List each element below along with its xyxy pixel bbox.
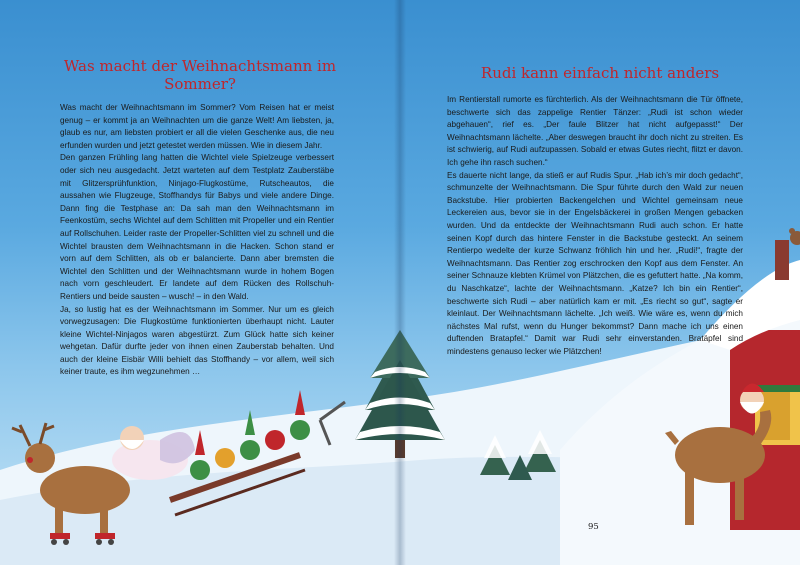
- right-page-body: [447, 94, 743, 358]
- left-page-title: Was macht der Weihnachtsmann im Sommer?: [63, 57, 337, 93]
- right-page: [400, 0, 800, 565]
- paragraph: Im Rentierstall rumorte es fürchterlich. Als der Weihnachtsmann die Tür öffnete, beschwerte sich das zappelige Rentier Tänzer: „Rudi ist schon wieder abgehauen“, rief es. „Der faule Blitzer hat nicht aufgepasst!“ Der Weihnachtsmann lächelte. „Aber deswegen braucht ihr doch nicht zu streiten. Es ist schwierig, auf Rudi aufzupassen. Sobald er etwas Gutes riecht, flitzt er davon. Ich gehe ihn rasch suchen.“: [447, 95, 743, 167]
- paragraph: Es dauerte nicht lange, da stieß er auf Rudis Spur. „Hab ich’s mir doch gedacht“, schmunzelte der Weihnachtsmann. Die Spur führte durch den Wald zur neuen Backstube. Hier probierten Backengelchen und Wichtel gemeinsam neue Leckereien aus, bevor sie in der Engelsbäckerei in großen Mengen gebacken wurden. Und da entdeckte der Weihnachtsmann Rudi auch schon. Er hatte seinen Kopf durch das hintere Fenster in die Backstube gesteckt. An seinem Rentierpo wedelte der kurze Schwanz fröhlich hin und her. „Rudi!“, fragte der Weihnachtsmann. Das Rentier zog erschrocken den Kopf aus dem Fenster. An seiner Schnauze klebten Krümel von Plätzchen, die es gefuttert hatte. „Na komm, du Naschkatze“, lachte der Weihnachtsmann. „Katze? Ich bin ein Rentier“, beschwerte sich Rudi – aber natürlich kam er mit. „Es riecht so gut“, sagte er kleinlaut. Der Weihnachtsmann lächelte. „Ich weiß. Wie wäre es, wenn du mich nächstes Mal rufst, wenn du Hunger bekommst? Dann mache ich uns einen duftenden Bratapfel.“ Damit war Rudi sehr einverstanden. Bratäpfel sind mindestens genauso lecker wie Plätzchen!: [447, 170, 743, 356]
- right-page-title: Rudi kann einfach nicht anders: [480, 64, 720, 82]
- paragraph: Ja, so lustig hat es der Weihnachtsmann im Sommer. Nur um es gleich vorwegzusagen: Die Flugkostüme funktionierten überhaupt nicht. Lauter kleine Wichtel-Ninjagos waren abgestürzt. Zum Glück hatte sich keiner wehgetan. Dafür durfte jeder von ihnen einen Zauberstab behalten. Und auch der kleine Eisbär Willi behielt das Stoffhandy – vor allem, weil sich keiner traute, es ihm wegzunehmen …: [60, 304, 334, 377]
- page-number: 95: [588, 522, 599, 532]
- left-page-body: [60, 102, 334, 379]
- paragraph: Den ganzen Frühling lang hatten die Wichtel viele Spielzeuge verbessert oder sich neu ausgedacht. Jetzt warteten auf dem Testplatz Zauberstäbe mit Glitzersprühfunktion, Ninjago-Flugkostüme, Rutscheautos, die aussahen wie Flugzeuge, Stoffhandys für Babys und viele andere Dinge. Dann fing die Testphase an: Da sah man den Weihnachtsmann im Feenkostüm, sechs Wichtel auf dem Schlitten mit Propeller und ein Rentier auf Rollschuhen. Leider raste der Propeller-Schlitten viel zu schnell und die Wichtel brausten dem Weihnachtsmann in die Hacken. Schon stand er vorn auf dem Schlitten, als ob er balancierte. Dann aber bremsten die Wichtel den Schlitten und der Weihnachtsmann wurde in hohem Bogen nach vorn geschleudert. Er landete auf dem Rücken des Rollschuh-Rentiers und beide sausten – wusch! – in den Wald.: [60, 153, 334, 301]
- paragraph: Was macht der Weihnachtsmann im Sommer? Vom Reisen hat er meist genug – er kommt ja an Weihnachten um die ganze Welt! Am liebsten, ja, glaub es nur, am liebsten probiert er all die vielen Geschenke aus, die neu erfunden wurden und jetzt getestet werden müssen. Wie in diesem Jahr.: [60, 103, 334, 150]
